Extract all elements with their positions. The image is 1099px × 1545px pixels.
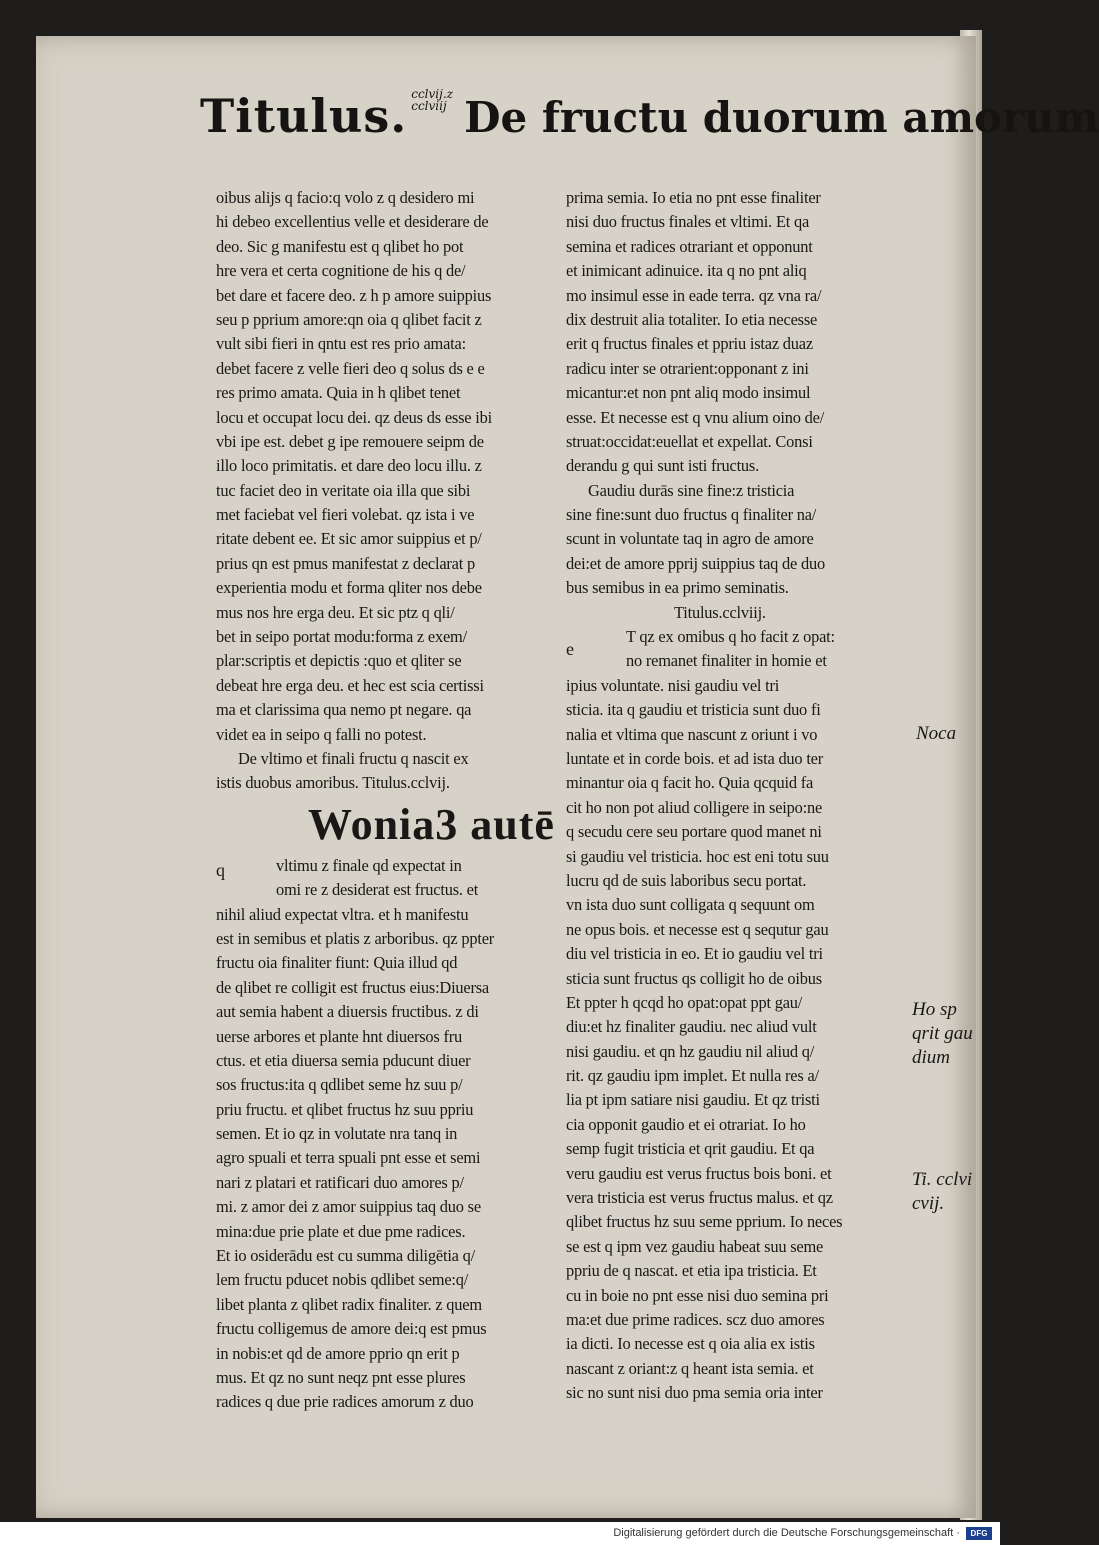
text-line: aut semia habent a diuersis fructibus. z di xyxy=(216,1002,479,1022)
rubric-line: Gaudiu durās sine fine:z tristicia xyxy=(588,480,795,500)
running-head-title: Titulus. xyxy=(200,89,408,143)
running-head-number-bottom: cclviij xyxy=(411,99,447,113)
text-line: locu et occupat locu dei. qz deus ds esse ibi xyxy=(216,407,492,427)
text-line: nihil aliud expectat vltra. et h manifestu xyxy=(216,904,469,924)
text-line: lem fructu pducet nobis qdlibet seme:q/ xyxy=(216,1270,469,1290)
running-head xyxy=(200,87,1099,148)
text-line: sticia sunt fructus qs colligit ho de oibus xyxy=(566,968,822,988)
text-line: cia opponit gaudio et ei otrariat. Io ho xyxy=(566,1114,806,1134)
text-line: de qlibet re colligit est fructus eius:Diuersa xyxy=(216,977,490,997)
text-line: libet planta z qlibet radix finaliter. z quem xyxy=(216,1294,482,1314)
text-line: nari z platari et ratificari duo amores p/ xyxy=(216,1172,464,1192)
text-line: rit. qz gaudiu ipm implet. Et nulla res a/ xyxy=(566,1066,819,1086)
text-line: vera tristicia est verus fructus malus. et qz xyxy=(566,1188,833,1208)
margin-note-line: Ho sp xyxy=(912,999,957,1020)
text-line: radicu inter se otrarient:opponant z ini xyxy=(566,358,809,378)
text-line: est in semibus et platis z arboribus. qz ppter xyxy=(216,928,495,948)
text-line: et inimicant adinuice. ita q no pnt aliq xyxy=(566,261,807,281)
text-line: in nobis:et qd de amore pprio qn erit p xyxy=(216,1343,460,1363)
text-line: seu p pprium amore:qn oia q qlibet facit z xyxy=(216,309,482,329)
rubric-line: bus semibus in ea primo seminatis. xyxy=(566,578,789,598)
text-line: erit q fructus finales et ppriu istaz duaz xyxy=(566,334,813,354)
text-line: luntate et in corde bois. et ad ista duo ter xyxy=(566,748,824,768)
text-line: ritate debent ee. Et sic amor suippius et p/ xyxy=(216,529,482,549)
text-line: lucru qd de suis laboribus secu portat. xyxy=(566,870,807,890)
text-line: debet facere z velle fieri deo q solus ds e e xyxy=(216,358,485,378)
rubric-line: dei:et de amore pprij suippius taq de duo xyxy=(566,553,825,573)
text-line: mo insimul esse in eade terra. qz vna ra/ xyxy=(566,285,822,305)
text-line: plar:scriptis et depictis :quo et qliter se xyxy=(216,651,462,671)
text-line: lia pt ipm satiare nisi gaudiu. Et qz tristi xyxy=(566,1090,820,1110)
text-line: cit ho non pot aliud colligere in seipo:ne xyxy=(566,797,823,817)
text-line: tuc faciet deo in veritate oia illa que sibi xyxy=(216,480,471,500)
text-line: videt ea in seipo q falli no potest. xyxy=(216,724,427,744)
text-line: qlibet fructus hz suu seme pprium. Io neces xyxy=(566,1212,843,1232)
display-initial-word: Wonia3 autē xyxy=(308,799,555,849)
text-line: nisi gaudiu. et qn hz gaudiu nil aliud q/ xyxy=(566,1041,815,1061)
chapter-rubric xyxy=(566,479,906,601)
text-line: mina:due prie plate et due pme radices. xyxy=(216,1221,466,1241)
rubric-line: scunt in voluntate taq in agro de amore xyxy=(566,529,814,549)
margin-note-noca: Noca xyxy=(916,723,957,744)
text-line: Et ppter h qcqd ho opat:opat ppt gau/ xyxy=(566,992,803,1012)
rubric-line: sine fine:sunt duo fructus q finaliter na/ xyxy=(566,505,817,525)
text-line: oibus alijs q facio:q volo z q desidero mi xyxy=(216,188,475,207)
running-head-subject: De fructu duorum amorum xyxy=(464,93,1099,142)
right-column xyxy=(566,186,906,1406)
text-line: ma et clarissima qua nemo pt negare. qa xyxy=(216,700,472,720)
running-head-number xyxy=(411,88,453,112)
text-line: nalia et vltima que nascunt z oriunt i vo xyxy=(566,724,818,744)
text-line: vn ista duo sunt colligata q sequunt om xyxy=(566,895,815,915)
text-line: micantur:et non pnt aliq modo insimul xyxy=(566,383,811,403)
text-line: derandu g qui sunt isti fructus. xyxy=(566,456,759,476)
text-line: mus. Et qz no sunt neqz pnt esse plures xyxy=(216,1367,466,1387)
margin-note-titulus xyxy=(912,1168,972,1216)
text-line: ia dicti. Io necesse est q oia alia ex istis xyxy=(566,1334,815,1354)
text-line: nisi duo fructus finales et vltimi. Et qa xyxy=(566,212,810,232)
margin-note-line: dium xyxy=(912,1047,950,1068)
text-line: ppriu de q nascat. et etia ipa tristicia. Et xyxy=(566,1261,817,1281)
text-line: ma:et due prime radices. scz duo amores xyxy=(566,1309,825,1329)
text-line: hre vera et certa cognitione de his q de/ xyxy=(216,261,466,281)
text-line: priu fructu. et qlibet fructus hz suu ppriu xyxy=(216,1099,474,1119)
text-line: T qz ex omibus q ho facit z opat: xyxy=(626,627,835,647)
text-line: esse. Et necesse est q vnu alium oino de/ xyxy=(566,407,825,427)
text-line: bet in seipo portat modu:forma z exem/ xyxy=(216,627,467,647)
text-line: sos fructus:ita q qdlibet seme hz suu p/ xyxy=(216,1075,463,1095)
digitization-footer xyxy=(0,1522,1000,1545)
text-line: prius qn est pmus manifestat z declarat p xyxy=(216,553,475,573)
text-line: deo. Sic g manifestu est q qlibet ho pot xyxy=(216,236,464,256)
text-line: mus nos hre erga deu. Et sic ptz q qli/ xyxy=(216,602,455,622)
text-line: vltimu z finale qd expectat in xyxy=(276,855,462,875)
text-line: semen. Et io qz in volutate nra tanq in xyxy=(216,1124,458,1144)
dfg-logo: DFG xyxy=(966,1527,992,1540)
margin-note-line: qrit gau xyxy=(912,1023,973,1044)
initial-block xyxy=(566,625,906,1406)
text-line: omi re z desiderat est fructus. et xyxy=(276,880,479,900)
text-line: nascant z oriant:z q heant ista semia. et xyxy=(566,1358,814,1378)
text-line: fructu oia finaliter fiunt: Quia illud qd xyxy=(216,953,458,973)
text-line: radices q due prie radices amorum z duo xyxy=(216,1392,474,1412)
chapter-title: Titulus.cclviij. xyxy=(674,602,766,622)
text-line: minantur oia q facit ho. Quia qcquid fa xyxy=(566,773,814,793)
text-line: sticia. ita q gaudiu et tristicia sunt duo fi xyxy=(566,700,821,720)
text-line: debeat hre erga deu. et hec est scia certissi xyxy=(216,675,484,695)
guide-letter: q xyxy=(216,859,225,880)
guide-letter: e xyxy=(566,639,574,660)
text-line: met faciebat vel fieri volebat. qz ista i ve xyxy=(216,505,475,525)
chapter-rubric xyxy=(216,747,556,796)
text-line: struat:occidat:euellat et expellat. Consi xyxy=(566,431,813,451)
text-line: vbi ipe est. debet g ipe remouere seipm de xyxy=(216,431,484,451)
text-line: fructu colligemus de amore dei:q est pmus xyxy=(216,1319,487,1339)
running-head-number-top: cclvij.z xyxy=(411,87,453,101)
text-line: agro spuali et terra spuali pnt esse et semi xyxy=(216,1148,481,1168)
footer-credit: Digitalisierung gefördert durch die Deutsche Forschungsgemeinschaft · xyxy=(613,1527,960,1539)
text-line: bet dare et facere deo. z h p amore suippius xyxy=(216,285,492,305)
rubric-line: De vltimo et finali fructu q nascit ex xyxy=(238,748,469,768)
text-line: diu:et hz finaliter gaudiu. nec aliud vult xyxy=(566,1017,817,1037)
text-line: sic no sunt nisi duo pma semia oria inter xyxy=(566,1383,823,1403)
text-line: q secudu cere seu portare quod manet ni xyxy=(566,822,822,842)
text-line: semina et radices otrariant et opponunt xyxy=(566,236,813,256)
text-line: ne opus bois. et necesse est q sequtur gau xyxy=(566,919,829,939)
margin-note-line: cvij. xyxy=(912,1193,945,1214)
rubric-line: istis duobus amoribus. Titulus.cclvij. xyxy=(216,773,450,793)
margin-note-line: Ti. cclvi xyxy=(912,1169,973,1190)
right-text-block xyxy=(566,186,906,479)
text-line: se est q ipm vez gaudiu habeat suu seme xyxy=(566,1236,824,1256)
text-line: vult sibi fieri in qntu est res prio amata: xyxy=(216,334,466,354)
text-line: experientia modu et forma qliter nos debe xyxy=(216,578,482,598)
text-line: illo loco primitatis. et dare deo locu illu. z xyxy=(216,456,482,476)
text-line: hi debeo excellentius velle et desiderare de xyxy=(216,212,489,232)
text-line: ipius voluntate. nisi gaudiu vel tri xyxy=(566,675,780,695)
text-line: diu vel tristicia in eo. Et io gaudiu vel tri xyxy=(566,944,823,964)
left-text-block xyxy=(216,186,556,747)
text-line: no remanet finaliter in homie et xyxy=(626,651,827,671)
text-line: semp fugit tristicia et qrit gaudiu. Et qa xyxy=(566,1139,815,1159)
margin-note-gaudium xyxy=(912,998,973,1070)
text-line: prima semia. Io etia no pnt esse finaliter xyxy=(566,188,821,207)
text-line: veru gaudiu est verus fructus bois boni. et xyxy=(566,1163,832,1183)
text-line: mi. z amor dei z amor suippius taq duo se xyxy=(216,1197,481,1217)
left-column xyxy=(216,186,556,1415)
text-line: res primo amata. Quia in h qlibet tenet xyxy=(216,383,461,403)
text-line: cu in boie no pnt esse nisi duo semina pri xyxy=(566,1285,829,1305)
text-line: si gaudiu vel tristicia. hoc est eni totu suu xyxy=(566,846,829,866)
initial-block xyxy=(216,796,556,1415)
text-line: ctus. et etia diuersa semia pducunt diuer xyxy=(216,1050,471,1070)
text-line: dix destruit alia totaliter. Io etia necesse xyxy=(566,309,818,329)
text-line: Et io osiderādu est cu summa diligētia q/ xyxy=(216,1246,476,1266)
text-line: uerse arbores et plante hnt diuersos fru xyxy=(216,1026,462,1046)
